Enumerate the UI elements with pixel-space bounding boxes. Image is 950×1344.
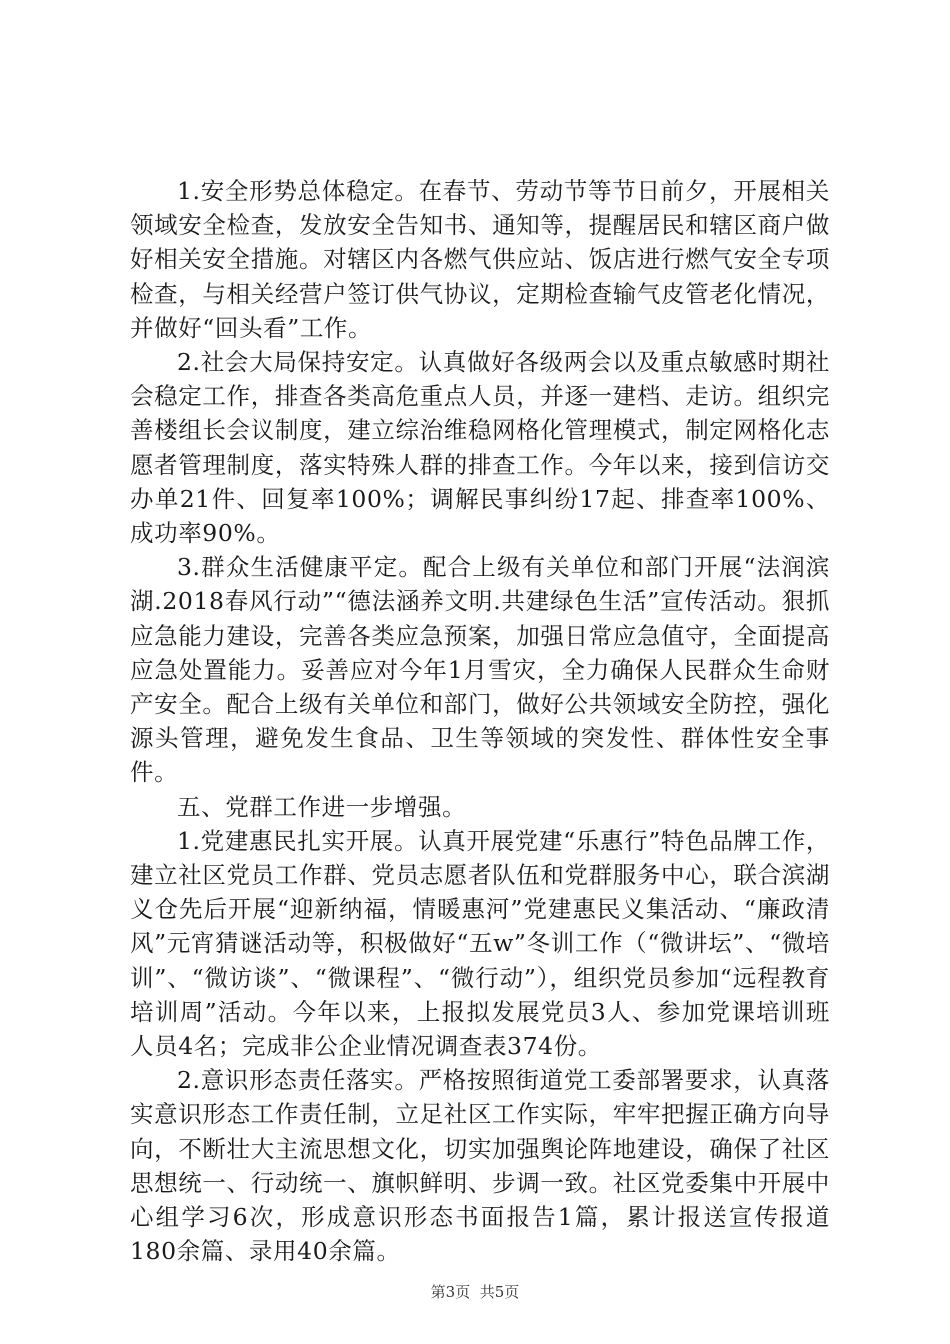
document-body <box>130 174 830 1269</box>
paragraph-social-stability: 2.社会大局保持安定。认真做好各级两会以及重点敏感时期社会稳定工作，排查各类高危重点人员，并逐一建档、走访。组织完善楼组长会议制度，建立综治维稳网格化管理模式，制定网格化志愿者管理制度，落实特殊人群的排查工作。今年以来，接到信访交办单21件、回复率100%；调解民事纠纷17起、排查率100%、成功率90%。 <box>130 348 830 548</box>
page-footer <box>0 1282 950 1302</box>
paragraph-ideology-responsibility: 2.意识形态责任落实。严格按照街道党工委部署要求，认真落实意识形态工作责任制，立足社区工作实际，牢牢把握正确方向导向，不断壮大主流思想文化，切实加强舆论阵地建设，确保了社区思想统一、行动统一、旗帜鲜明、步调一致。社区党委集中开展中心组学习6次，形成意识形态书面报告1篇，累计报送宣传报道180余篇、录用40余篇。 <box>130 1066 830 1266</box>
paragraph-safety-situation: 1.安全形势总体稳定。在春节、劳动节等节日前夕，开展相关领域安全检查，发放安全告知书、通知等，提醒居民和辖区商户做好相关安全措施。对辖区内各燃气供应站、饭店进行燃气安全专项检查，与相关经营户签订供气协议，定期检查输气皮管老化情况，并做好“回头看”工作。 <box>130 177 830 342</box>
paragraph-public-life: 3.群众生活健康平定。配合上级有关单位和部门开展“法润滨湖.2018春风行动”“德法涵养文明.共建绿色生活”宣传活动。狠抓应急能力建设，完善各类应急预案，加强日常应急值守，全面提高应急处置能力。妥善应对今年1月雪灾，全力确保人民群众生命财产安全。配合上级有关单位和部门，做好公共领域安全防控，强化源头管理，避免发生食品、卫生等领域的突发性、群体性安全事件。 <box>130 553 830 787</box>
page-number: 第3页 <box>430 1283 471 1301</box>
paragraph-party-building: 1.党建惠民扎实开展。认真开展党建“乐惠行”特色品牌工作，建立社区党员工作群、党员志愿者队伍和党群服务中心，联合滨湖义仓先后开展“迎新纳福，情暖惠河”党建惠民义集活动、“廉政清风”元宵猜谜活动等，积极做好“五w”冬训工作（“微讲坛”、“微培训”、“微访谈”、“微课程”、“微行动”），组织党员参加“远程教育培训周”活动。今年以来，上报拟发展党员3人、参加党课培训班人员4名；完成非公企业情况调查表374份。 <box>130 826 830 1061</box>
section-heading-party-work: 五、党群工作进一步增强。 <box>177 792 467 821</box>
page-total: 共5页 <box>479 1283 520 1301</box>
